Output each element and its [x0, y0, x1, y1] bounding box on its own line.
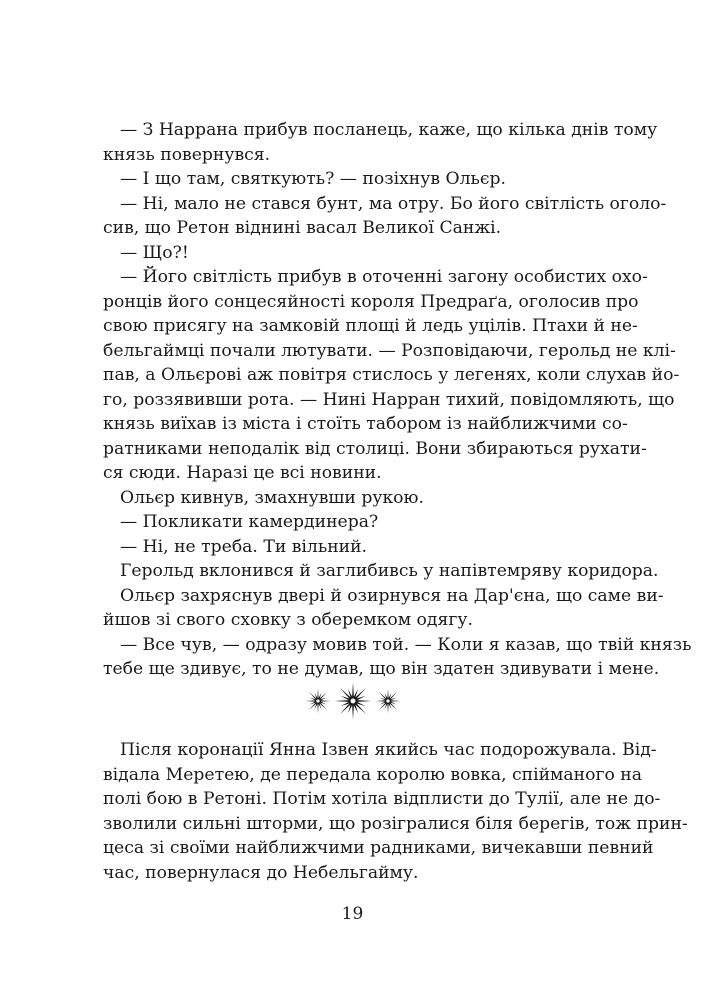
- text-line: зволили сильні шторми, що розігралися біля берегів, тож прин-: [103, 813, 688, 834]
- text-line: відала Меретею, де передала королю вовка, спійманого на: [103, 764, 642, 785]
- page-number: 19: [341, 904, 364, 924]
- small-star-icon: [305, 688, 331, 714]
- text-line: — Що?!: [120, 242, 189, 263]
- text-line: Герольд вклонився й заглибивсь у напівтемряву коридора.: [120, 561, 659, 581]
- text-line: свою присягу на замковій площі й ледь уцілів. Птахи й не-: [103, 316, 638, 336]
- text-line: Після коронації Янна Ізвен якийсь час подорожувала. Від-: [120, 740, 657, 760]
- text-line: го, роззявивши рота. — Нині Нарран тихий, повідомляють, що: [103, 389, 675, 410]
- text-line: — Все чув, — одразу мовив той. — Коли я казав, що твій князь: [120, 634, 692, 655]
- text-line: князь виїхав із міста і стоїть табором із найближчими со-: [103, 414, 628, 434]
- text-line: ся сюди. Наразі це всі новини.: [103, 463, 382, 483]
- text-line: — Ні, мало не стався бунт, ма отру. Бо його світлість оголо-: [120, 193, 667, 214]
- text-line: — Покликати камердинера?: [120, 512, 379, 532]
- scene-break-ornament: [0, 682, 705, 720]
- text-line: Ольєр захряснув двері й озирнувся на Дар'єна, що саме ви-: [120, 585, 664, 606]
- scene-2-text: [103, 738, 688, 885]
- text-line: час, повернулася до Небельгайму.: [103, 862, 419, 883]
- text-line: Ольєр кивнув, змахнувши рукою.: [120, 487, 424, 508]
- text-line: ратниками неподалік від столиці. Вони збираються рухати-: [103, 438, 647, 459]
- text-line: йшов зі свого сховку з оберемком одягу.: [103, 610, 473, 630]
- text-line: — З Наррана прибув посланець, каже, що кілька днів тому: [120, 120, 658, 140]
- text-line: князь повернувся.: [103, 144, 271, 165]
- scene-1-text: [103, 118, 692, 682]
- text-line: — Його світлість прибув в оточенні загону особистих охо-: [120, 267, 648, 287]
- text-line: пав, а Ольєрові аж повітря стислось у легенях, коли слухав йо-: [103, 365, 680, 385]
- text-line: полі бою в Ретоні. Потім хотіла відплисти до Тулії, але не до-: [103, 789, 661, 809]
- text-line: — Ні, не треба. Ти вільний.: [120, 536, 368, 557]
- text-line: ронців його сонцесяйності короля Предраґа, оголосив про: [103, 291, 639, 312]
- text-line: цеса зі своїми найближчими радниками, вичекавши певний: [103, 838, 654, 858]
- large-star-icon: [334, 682, 372, 720]
- small-star-icon: [375, 688, 401, 714]
- text-line: тебе ще здивує, то не думав, що він здатен здивувати і мене.: [103, 659, 660, 679]
- text-line: — І що там, святкують? — позіхнув Ольєр.: [120, 169, 506, 189]
- text-line: бельгаймці почали лютувати. — Розповідаючи, герольд не клі-: [103, 340, 676, 361]
- text-line: сив, що Ретон віднині васал Великої Санжі.: [103, 218, 502, 238]
